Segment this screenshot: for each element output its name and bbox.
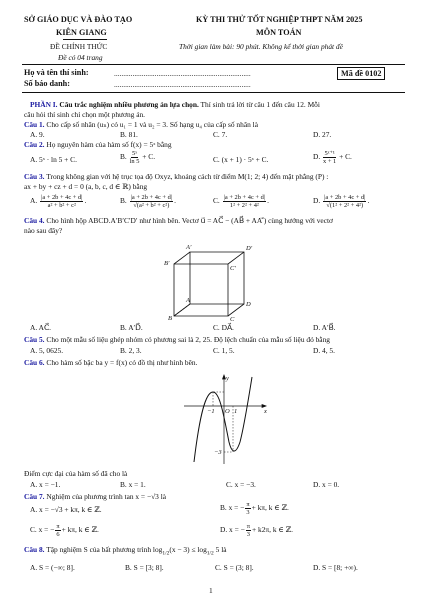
q2-option-b: B. $\frac{\text{5ˣ}}{\ln 5}$ + C. <box>120 150 156 165</box>
part1-heading: PHẦN I. Câu trắc nghiệm nhiều phương án lựa chọn. Thí sinh trả lời từ câu 1 đến câu 12. Mỗi <box>30 100 320 109</box>
q3-option-c: C. $\frac{|a + 2b + 4c + d|}{\text{1² + 2² + 4²}}$ . <box>213 194 269 209</box>
q3-option-b: B. $\frac{|a + 2b + 4c + d|}{\text{√(a² + b² + c²)}}$ . <box>120 194 176 209</box>
candidate-id-dots: .......................................................................... <box>114 80 251 89</box>
q3-option-d: D. $\frac{|a + 2b + 4c + d|}{\text{√(1² + 2² + 4²)}}$ . <box>313 194 370 209</box>
q1-option-d: D. 27. <box>313 130 332 139</box>
candidate-name-dots: .......................................................................... <box>114 69 251 78</box>
label-c: C <box>230 316 235 322</box>
page-count: Đề có 04 trang <box>58 53 103 62</box>
q2-option-a: A. 5ˣ · ln 5 + C. <box>30 155 77 164</box>
cubic-graph <box>180 372 270 467</box>
label-d: D <box>246 301 251 308</box>
department-title: SỞ GIÁO DỤC VÀ ĐÀO TẠO <box>24 15 133 24</box>
q8-option-a: A. S = (−∞; 8]. <box>30 563 75 572</box>
tick-neg1: −1 <box>207 408 215 415</box>
q2-option-d: D. $\frac{\text{5ˣ⁺¹}}{x + 1}$ + C. <box>313 150 352 165</box>
header-rule-bottom <box>22 92 405 93</box>
q5-option-b: B. 2, 3. <box>120 346 142 355</box>
q1-option-b: B. 81. <box>120 130 138 139</box>
q4-option-c: C. DA⃗. <box>213 323 234 332</box>
q2-option-c: C. (x + 1) · 5ˣ + C. <box>213 155 269 164</box>
q5-option-a: A. 5, 0625. <box>30 346 64 355</box>
candidate-name-label: Họ và tên thí sinh: <box>24 68 89 77</box>
label-a-prime: A′ <box>186 244 192 251</box>
question-6: Câu 6. Cho hàm số bậc ba y = f(x) có đồ thị như hình bên. <box>24 358 198 367</box>
label-c-prime: C′ <box>230 265 236 272</box>
part1-instructions: câu hỏi thí sinh chỉ chọn một phương án. <box>24 110 146 119</box>
question-4-line2: nào sau đây? <box>24 226 63 235</box>
exam-code-box: Mã đề 0102 <box>337 67 385 80</box>
q1-option-c: C. 7. <box>213 130 228 139</box>
question-4: Câu 4. Cho hình hộp ABCD.A′B′C′D′ như hình bên. Vectơ u⃗ = AC⃗ − (AB⃗ + AA′⃗) cùng hướng với vectơ <box>24 216 333 225</box>
q5-option-c: C. 1, 5. <box>213 346 235 355</box>
q6-option-c: C. x = −3. <box>226 480 256 489</box>
q6-option-d: D. x = 0. <box>313 480 340 489</box>
question-1: Câu 1. Cho cấp số nhân (uₙ) có u₁ = 1 và u₂ = 3. Số hạng u₄ của cấp số nhân là <box>24 120 258 129</box>
question-2: Câu 2. Họ nguyên hàm của hàm số f(x) = 5ˣ bằng <box>24 140 172 149</box>
official-label: ĐỀ CHÍNH THỨC <box>50 42 108 51</box>
q7-option-a: A. x = −√3 + kπ, k ∈ ℤ. <box>30 505 102 514</box>
question-3-line2: ax + by + cz + d = 0 (a, b, c, d ∈ ℝ) bằng <box>24 182 148 191</box>
candidate-id-label: Số báo danh: <box>24 79 70 88</box>
box-figure <box>160 240 270 322</box>
province-title: KIÊN GIANG <box>56 28 107 37</box>
tick-neg3-y: −3 <box>214 449 222 456</box>
label-b-prime: B′ <box>164 260 170 267</box>
label-b: B <box>168 315 172 322</box>
q7-option-b: B. x = − $\frac{\pi}{3}$ + kπ, k ∈ ℤ. <box>220 501 289 516</box>
q6-option-b: B. x = 1. <box>120 480 146 489</box>
q8-option-c: C. S = (3; 8]. <box>215 563 254 572</box>
header-underline <box>63 39 107 40</box>
question-7: Câu 7. Nghiệm của phương trình tan x = −√3 là <box>24 492 167 501</box>
tick-1: 1 <box>234 408 238 415</box>
q7-option-c: C. x = − $\frac{\pi}{6}$ + kπ, k ∈ ℤ. <box>30 523 99 538</box>
q5-option-d: D. 4, 5. <box>313 346 335 355</box>
question-3: Câu 3. Trong không gian với hệ trục tọa độ Oxyz, khoảng cách từ điểm M(1; 2; 4) đến mặt phẳng (P) : <box>24 172 329 181</box>
q8-option-b: B. S = [3; 8]. <box>125 563 164 572</box>
q7-option-d: D. x = − $\frac{\pi}{3}$ + k2π, k ∈ ℤ. <box>220 523 293 538</box>
question-5: Câu 5. Cho một mẫu số liệu ghép nhóm có phương sai là 2, 25. Độ lệch chuẩn của mẫu số liệu đó bằng <box>24 335 330 344</box>
q8-option-d: D. S = [8; +∞). <box>313 563 358 572</box>
axis-y-label: y <box>226 375 229 382</box>
question-6-line2: Điểm cực đại của hàm số đã cho là <box>24 469 128 478</box>
time-note: Thời gian làm bài: 90 phút. Không kể thời gian phát đề <box>179 42 343 51</box>
label-a: A <box>186 297 190 304</box>
label-d-prime: D′ <box>246 245 253 252</box>
subject-title: MÔN TOÁN <box>256 28 302 37</box>
q4-option-a: A. AC⃗. <box>30 323 51 332</box>
q1-option-a: A. 9. <box>30 130 45 139</box>
q4-option-d: D. A′B⃗. <box>313 323 336 332</box>
exam-title: KỲ THI THỬ TỐT NGHIỆP THPT NĂM 2025 <box>196 15 363 24</box>
axis-x-label: x <box>264 408 267 415</box>
q6-option-a: A. x = −1. <box>30 480 61 489</box>
header-rule <box>22 64 405 65</box>
q4-option-b: B. A′D⃗. <box>120 323 143 332</box>
origin-label: O <box>225 408 230 415</box>
question-8: Câu 8. Tập nghiệm S của bất phương trình $\log_{1/2}(x - 3) \le \log_{1/2} 5$ là <box>24 545 227 557</box>
q3-option-a: A. $\frac{|a + 2b + 4c + d|}{\text{a² + b² + c²}}$ . <box>30 194 87 209</box>
page-number: 1 <box>209 586 213 595</box>
